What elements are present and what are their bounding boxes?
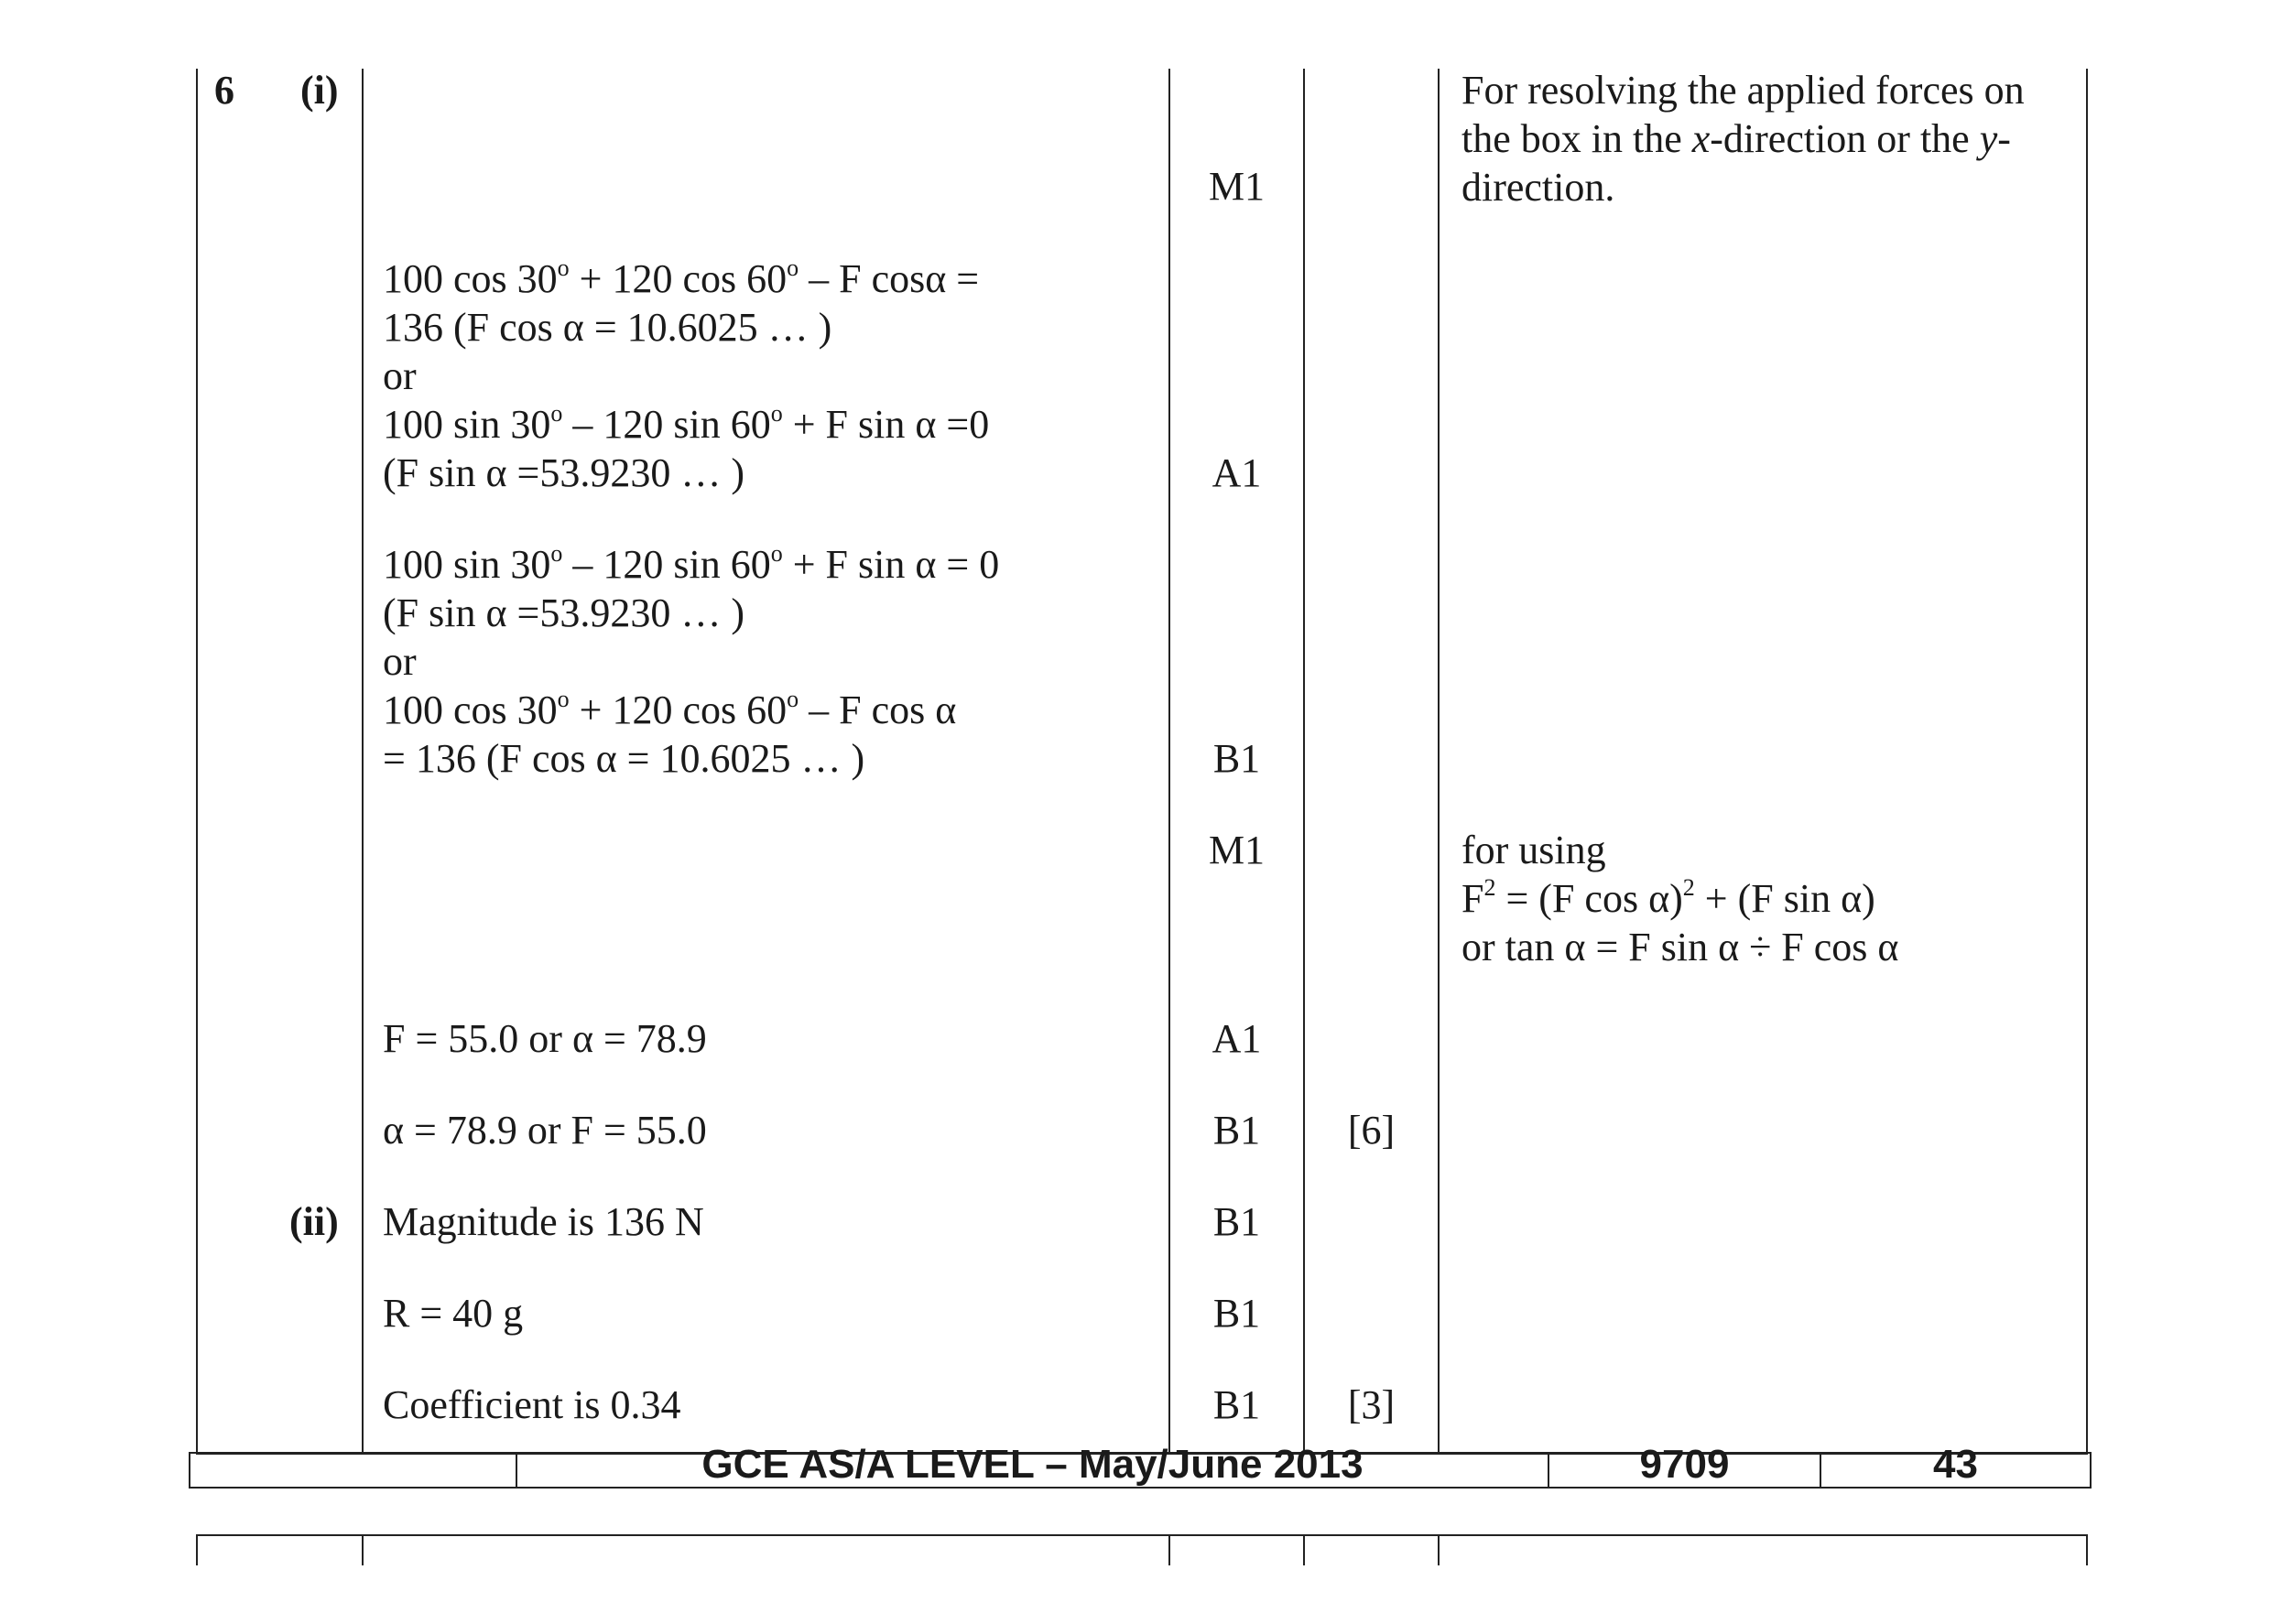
- working-line: (F sin α =53.9230 … ): [383, 590, 744, 635]
- next-table-top-border: [196, 1534, 2088, 1536]
- footer-exam-title: GCE AS/A LEVEL – May/June 2013: [701, 1442, 1364, 1487]
- working-line: 100 sin 30$^o$ – 120 $\sin 60^o + F$ sin α =0: [383, 400, 990, 447]
- guidance-line: the box in the x-direction or the y-: [1461, 116, 2011, 161]
- guidance-line: for using: [1461, 828, 1606, 872]
- working-line: 100 $\cos 30^o + 120$ cos 60$^o$ – F cosα =: [383, 254, 980, 301]
- guidance-line: [1461, 163, 1614, 211]
- mark-code: B1: [1212, 736, 1261, 781]
- table-divider-total: [1438, 69, 1440, 1455]
- next-table-divider: [1303, 1534, 1305, 1565]
- footer-divider: [2090, 1452, 2092, 1489]
- table-border-right: [2086, 69, 2088, 1455]
- mark-code: B1: [1212, 1382, 1261, 1427]
- next-table-divider: [196, 1534, 198, 1565]
- next-table-divider: [1168, 1534, 1170, 1565]
- working-line: R = 40 g: [383, 1291, 524, 1336]
- mark-code: M1: [1208, 828, 1266, 872]
- footer-paper-number: 43: [1933, 1442, 1978, 1487]
- working-line: or: [383, 353, 417, 398]
- working-line: Magnitude is 136 N: [383, 1199, 704, 1244]
- working-line: or: [383, 639, 417, 684]
- table-border-left: [196, 69, 198, 1455]
- part-label-i: (i): [300, 68, 339, 113]
- guidance-text: For resolving the applied forces on: [1461, 68, 2025, 113]
- working-line: = 136 (F cos α = 10.6025 … ): [383, 736, 865, 781]
- table-divider-question: [362, 69, 364, 1455]
- working-line: 136 (F cos α = 10.6025 … ): [383, 305, 832, 350]
- question-number: 6: [214, 68, 234, 113]
- working-line: α = 78.9 or F = 55.0: [383, 1108, 707, 1153]
- mark-code: B1: [1212, 1291, 1261, 1336]
- next-table-divider: [362, 1534, 364, 1565]
- part-total: [3]: [1347, 1382, 1396, 1427]
- working-line: F = 55.0 or α = 78.9: [383, 1016, 707, 1061]
- mark-code: A1: [1212, 1016, 1262, 1061]
- part-label-ii: (ii): [289, 1199, 339, 1244]
- footer-bottom-border: [189, 1487, 2092, 1489]
- guidance-line: $F^2 = (F$ cos α)$^2$ + (F sin α): [1461, 874, 1875, 921]
- working-line: 100 sin 30$^o$ – 120 $\sin 60^o + F$ sin α = 0: [383, 540, 1000, 587]
- guidance-line: or tan α = F sin α ÷ F cos α: [1461, 925, 1899, 969]
- footer-divider: [189, 1452, 190, 1489]
- footer-syllabus-code: 9709: [1639, 1442, 1730, 1487]
- part-total: [6]: [1347, 1108, 1396, 1153]
- mark-code: A1: [1212, 450, 1262, 495]
- working-line: (F sin α =53.9230 … ): [383, 450, 744, 495]
- next-table-divider: [1438, 1534, 1440, 1565]
- working-line: Coefficient is 0.34: [383, 1382, 681, 1427]
- guidance-text: direction.: [1461, 165, 1615, 210]
- next-table-divider: [2086, 1534, 2088, 1565]
- mark-code: B1: [1212, 1108, 1261, 1153]
- mark-code: M1: [1208, 164, 1266, 209]
- guidance-line: [1461, 66, 2025, 114]
- working-line: 100 $\cos 30^o + 120$ cos 60$^o$ – F cos α: [383, 686, 957, 732]
- mark-code: B1: [1212, 1199, 1261, 1244]
